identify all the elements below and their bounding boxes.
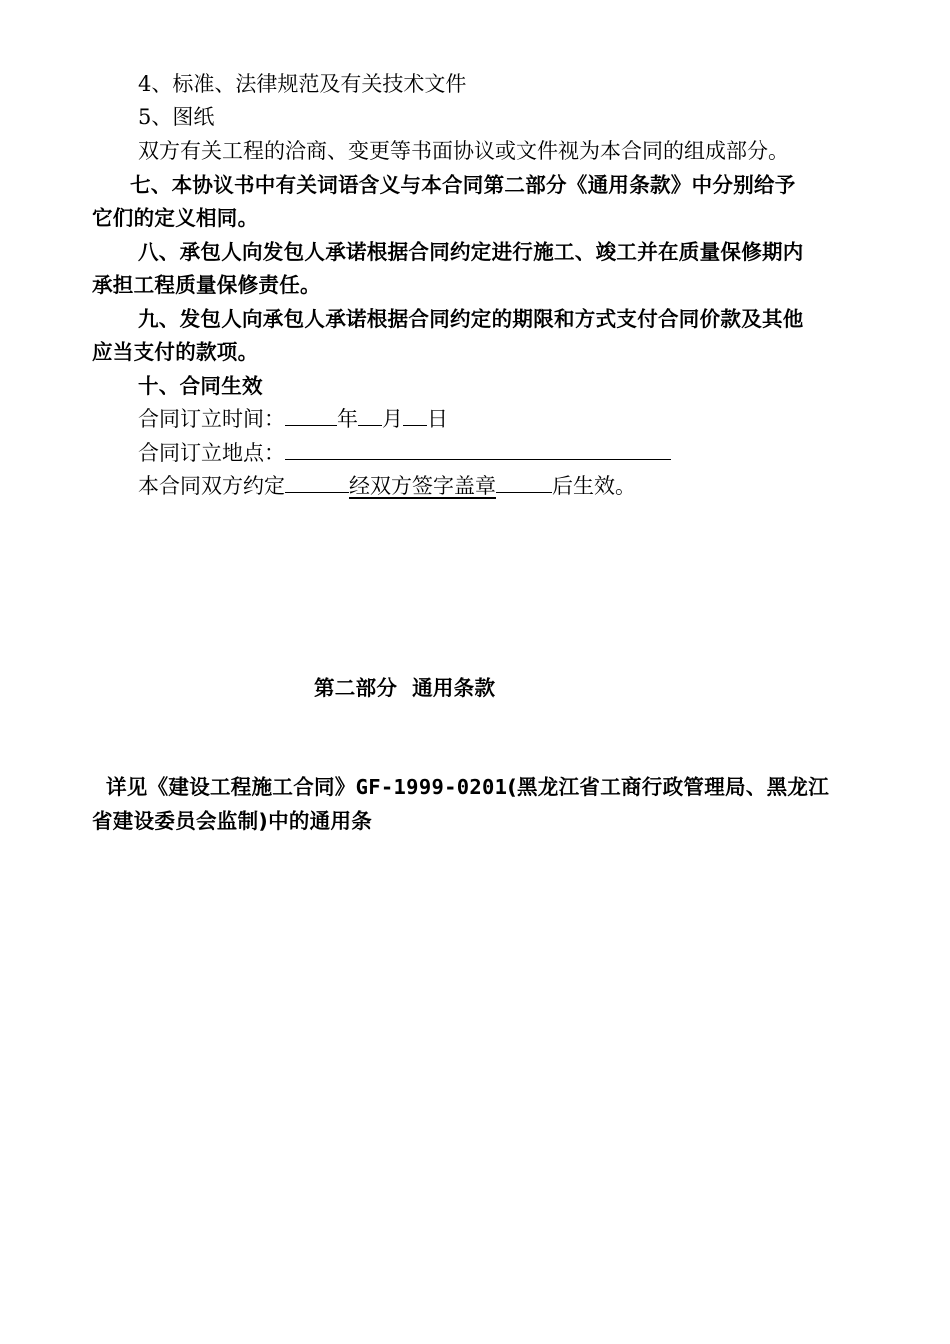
effect-condition: 经双方签字盖章: [349, 474, 496, 498]
effect-suffix: 后生效。: [552, 474, 636, 498]
reference-prefix: 详见《建设工程施工合同》: [106, 775, 356, 799]
sign-place-label: 合同订立地点：: [138, 441, 285, 465]
clause-9-line-2: 应当支付的款项。: [92, 340, 259, 364]
contract-code: GF-1999-0201: [355, 775, 508, 799]
year-label: 年: [337, 407, 358, 431]
reference-line-2: 省建设委员会监制)中的通用条: [92, 809, 373, 833]
clause-8-line-1: 八、承包人向发包人承诺根据合同约定进行施工、竣工并在质量保修期内: [138, 240, 804, 264]
sign-date-row: [138, 405, 448, 433]
other-documents-paragraph: 双方有关工程的洽商、变更等书面协议或文件视为本合同的组成部分。: [138, 139, 789, 163]
item-drawings: 5、图纸: [138, 105, 215, 129]
month-blank: [358, 405, 382, 426]
reference-line-1: [106, 773, 829, 801]
effect-blank-left: [285, 472, 349, 493]
effect-blank-right: [496, 472, 552, 493]
item-standards: 4、标准、法律规范及有关技术文件: [138, 72, 467, 96]
month-label: 月: [382, 407, 403, 431]
clause-9-line-1: 九、发包人向承包人承诺根据合同约定的期限和方式支付合同价款及其他: [138, 307, 804, 331]
reference-authority: (黑龙江省工商行政管理局、黑龙江: [507, 775, 829, 799]
sign-place-row: [138, 439, 671, 467]
effect-prefix: 本合同双方约定: [138, 474, 285, 498]
year-blank: [285, 405, 337, 426]
sign-date-label: 合同订立时间：: [138, 407, 285, 431]
clause-10-title: 十、合同生效: [138, 374, 263, 398]
clause-7-line-2: 它们的定义相同。: [92, 206, 259, 230]
sign-place-blank: [285, 439, 671, 460]
clause-7-line-1: 七、本协议书中有关词语含义与本合同第二部分《通用条款》中分别给予: [130, 173, 796, 197]
clause-8-line-2: 承担工程质量保修责任。: [92, 273, 321, 297]
day-blank: [403, 405, 427, 426]
day-label: 日: [427, 407, 448, 431]
effect-row: [138, 472, 636, 500]
part-2-title: 第二部分 通用条款: [314, 676, 496, 700]
